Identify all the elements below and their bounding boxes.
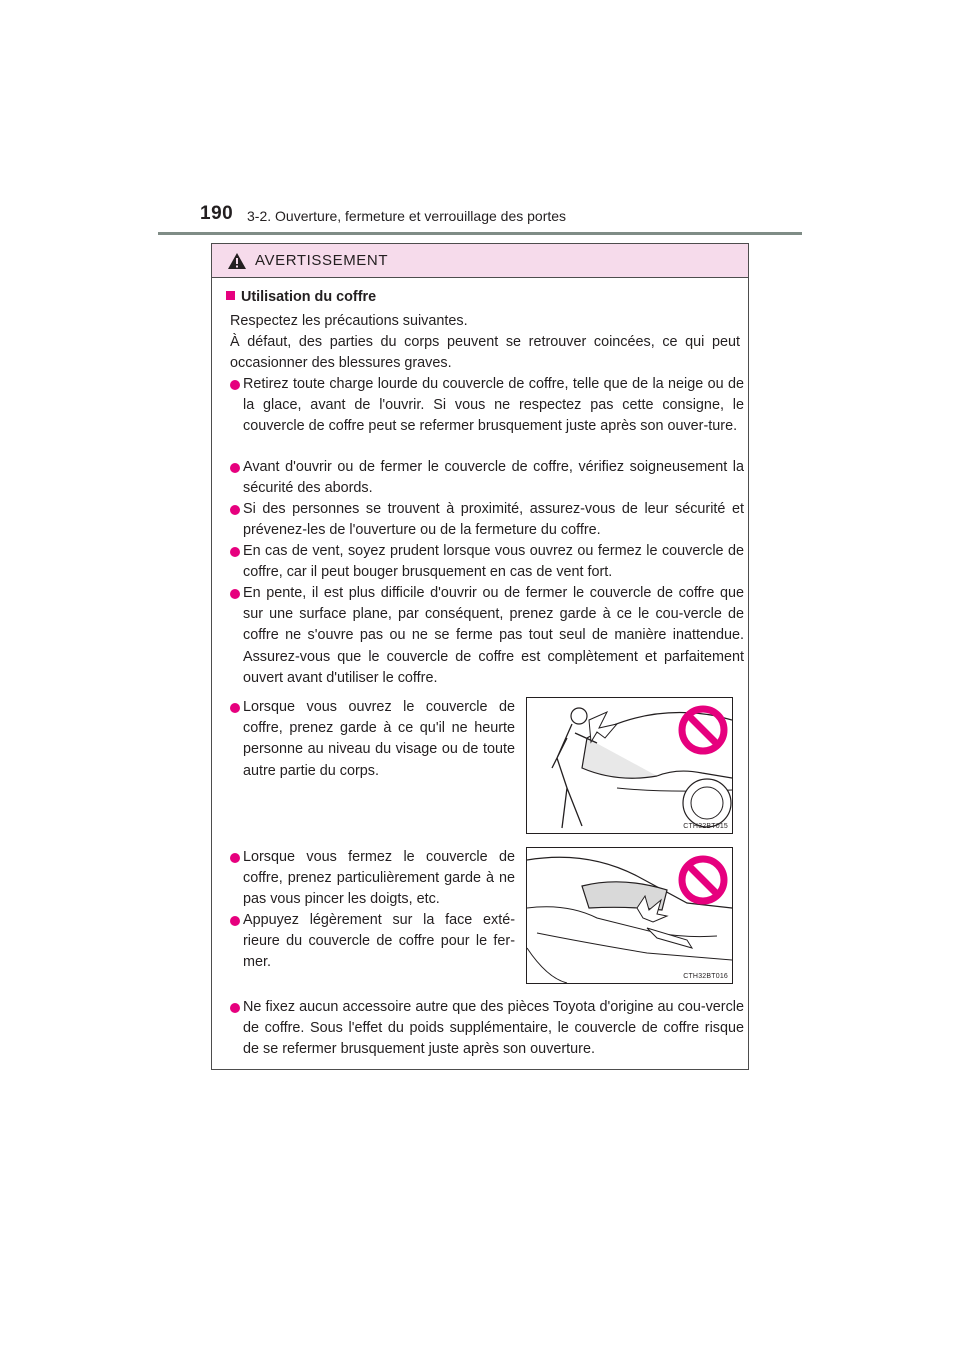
trunk-closing-illustration (526, 847, 733, 984)
bullet-dot-icon (230, 589, 240, 599)
bullet-text: En pente, il est plus difficile d'ouvrir ou de fermer le couvercle de coffre que sur une surface plane, par conséquent, prenez garde à ce le cou-vercle de coffre ne s'ouvre pas ou ne se ferme pas tout seul de manière inattendue. Assurez-vous que le couvercle de coffre est complètement et parfaitement ouvert avant d'utiliser le coffre. (243, 585, 744, 686)
bullet-text: Retirez toute charge lourde du couvercle de coffre, telle que de la neige ou de la glace, avant de l'ouvrir. Si vous ne respectez pas cette consigne, le couvercle de coffre peut se refermer brusquement juste après son ouver-ture. (243, 376, 744, 435)
bullet-dot-icon (230, 547, 240, 557)
bullet-dot-icon (230, 916, 240, 926)
bullet-dot-icon (230, 853, 240, 863)
bullet-text: Si des personnes se trouvent à proximité, assurez-vous de leur sécurité et prévenez-les de l'ouverture ou de la fermeture du coffre. (243, 501, 744, 539)
bullet-text: Lorsque vous ouvrez le couvercle de coffre, prenez garde à ce qu'il ne heurte personne au niveau du visage ou de toute autre partie du corps. (243, 699, 515, 779)
trunk-opening-illustration (526, 697, 733, 834)
subhead-text: Utilisation du coffre (241, 289, 377, 305)
warning-header (212, 244, 748, 278)
page-number: 190 (200, 203, 234, 224)
bullet-text: Avant d'ouvrir ou de fermer le couvercle de coffre, vérifiez soigneusement la sécurité des abords. (243, 459, 744, 497)
bullet-dot-icon (230, 380, 240, 390)
intro-text: Respectez les précautions suivantes. À défaut, des parties du corps peuvent se retrouver coincées, ce qui peut occasionner des blessures graves. (230, 313, 740, 372)
bullet-text: Lorsque vous fermez le couvercle de coffre, prenez particulièrement garde à ne pas vous pincer les doigts, etc. (243, 849, 515, 908)
prohibited-icon (677, 704, 729, 756)
illustration-code: CTH32BT016 (683, 973, 728, 980)
square-bullet-icon (226, 291, 235, 300)
warning-title: AVERTISSEMENT (255, 252, 389, 269)
section-title: 3-2. Ouverture, fermeture et verrouillage des portes (247, 208, 567, 224)
bullet-text: Appuyez légèrement sur la face exté-rieure du couvercle de coffre pour le fer-mer. (243, 912, 515, 971)
bullet-dot-icon (230, 1003, 240, 1013)
warning-box (211, 243, 749, 1070)
warning-triangle-icon (227, 252, 247, 270)
bullet-dot-icon (230, 463, 240, 473)
warning-subhead (226, 289, 376, 305)
illustration-code: CTH32BT015 (683, 823, 728, 830)
prohibited-icon (677, 854, 729, 906)
bullet-dot-icon (230, 505, 240, 515)
header-rule (158, 232, 802, 235)
bullet-text: En cas de vent, soyez prudent lorsque vous ouvrez ou fermez le couvercle de coffre, car il peut bouger brusquement en cas de vent fort. (243, 543, 744, 581)
bullet-text: Ne fixez aucun accessoire autre que des pièces Toyota d'origine au cou-vercle de coffre. Sous l'effet du poids supplémentaire, le couvercle de coffre risque de se refermer brusquement juste après son ouverture. (243, 999, 744, 1058)
bullet-dot-icon (230, 703, 240, 713)
